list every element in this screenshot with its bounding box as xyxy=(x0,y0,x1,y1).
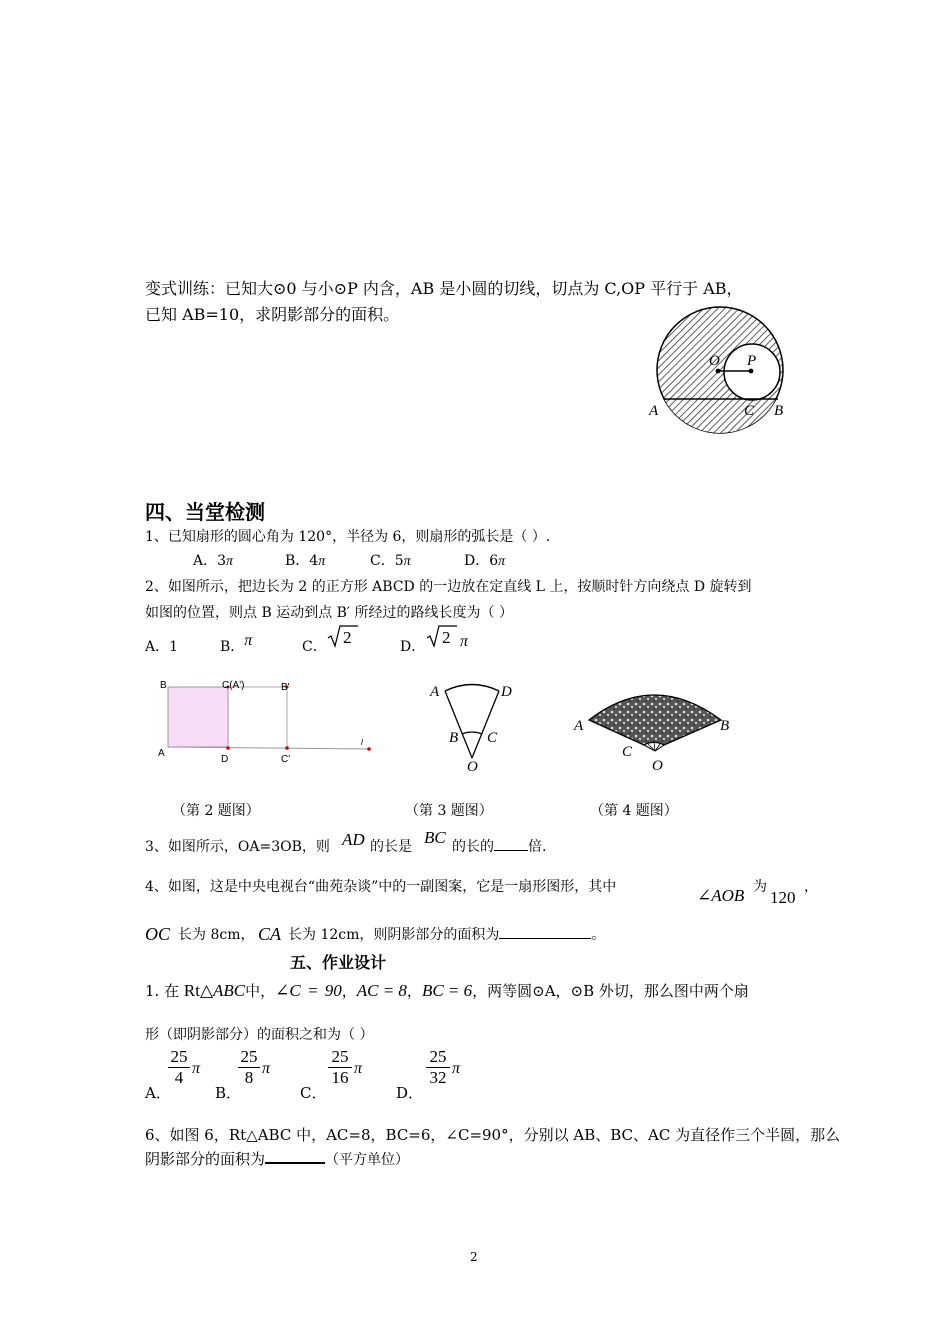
svg-text:2: 2 xyxy=(343,628,352,647)
caption-fig2: （第 2 题图） xyxy=(172,803,260,819)
q3-arc-bc: BC xyxy=(424,828,446,847)
s5-q1-option-b-pi: π xyxy=(262,1060,271,1077)
q4-line-1: 4、如图，这是中央电视台“曲苑杂谈”中的一副图案，它是一扇形图形，其中 xyxy=(145,879,617,895)
variant-line-2: 已知 AB=10，求阴影部分的面积。 xyxy=(145,305,400,324)
fig3-label-D: D xyxy=(501,684,512,700)
fig2-label-D: D xyxy=(221,754,229,765)
fig2-label-B: B xyxy=(160,680,167,691)
s5-q1-line-2: 形（即阴影部分）的面积之和为（ ） xyxy=(145,1027,374,1043)
s5-q1-option-c-pi: π xyxy=(354,1060,363,1077)
sqrt-sign-c xyxy=(327,624,359,648)
fig2-label-Bp: B' xyxy=(281,682,290,693)
q1-option-a: A．3π xyxy=(193,553,234,569)
label-P: P xyxy=(747,353,757,369)
s5-q1-option-d-pi: π xyxy=(452,1060,461,1077)
q2-option-c: C． xyxy=(302,639,327,655)
label-B: B xyxy=(774,403,784,419)
q4-angle: ∠AOB xyxy=(697,886,745,905)
fig4-label-B: B xyxy=(720,718,730,734)
section5-title: 五、作业设计 xyxy=(290,953,387,972)
svg-text:2: 2 xyxy=(442,628,451,647)
sqrt-sign-d xyxy=(426,624,458,648)
figure-4-fan xyxy=(570,678,740,778)
q4-wei: 为 xyxy=(753,879,767,895)
q4-oc: OC xyxy=(145,924,171,944)
s5-q1-option-a-pi: π xyxy=(192,1060,201,1077)
q4-value: 120 xyxy=(770,888,796,907)
square-abcd xyxy=(168,687,228,747)
q2-line-2: 如图的位置，则点 B 运动到点 B′ 所经过的路线长度为（ ） xyxy=(145,605,514,621)
fig3-label-B: B xyxy=(449,730,459,746)
q2-option-d: D． xyxy=(400,639,426,655)
fig4-label-C: C xyxy=(622,744,633,760)
figure-3-sector xyxy=(420,678,530,778)
s5-q6-line-2: 阴影部分的面积为 （平方单位） xyxy=(145,1150,410,1168)
q1-stem: 1、已知扇形的圆心角为 120°，半径为 6，则扇形的弧长是（ ）. xyxy=(145,529,551,545)
q1-option-c: C．5π xyxy=(370,553,411,569)
q4-ca: CA xyxy=(258,924,282,944)
q4-oc-text: 长为 8cm， xyxy=(178,927,255,943)
q4-ca-text: 长为 12cm，则阴影部分的面积为 。 xyxy=(288,924,605,944)
q4-comma: ， xyxy=(804,879,818,895)
s5-q1-option-b-fraction: 25 8 xyxy=(238,1048,260,1087)
q3-text-mid: 的长是 xyxy=(370,839,412,855)
fig2-label-A: A xyxy=(158,748,165,759)
q1-option-d: D．6π xyxy=(464,553,506,569)
s5-q1-option-a-label: A． xyxy=(145,1084,171,1102)
s5-q1-option-d-fraction: 25 32 xyxy=(426,1048,450,1087)
s5-q1-option-a-fraction: 25 4 xyxy=(168,1048,190,1087)
q2-option-a: A．1 xyxy=(145,639,179,655)
q3-text-pre: 3、如图所示，OA=3OB，则 xyxy=(145,839,330,855)
q1-option-b: B．4π xyxy=(285,553,326,569)
page-number: 2 xyxy=(470,1250,478,1264)
fig2-label-CA: C(A') xyxy=(222,680,245,691)
fig3-label-A: A xyxy=(430,684,440,700)
fig4-label-A: A xyxy=(574,718,584,734)
caption-fig3: （第 3 题图） xyxy=(405,803,493,819)
fig3-label-O: O xyxy=(467,759,478,775)
variant-line-1: 变式训练：已知大⊙0 与小⊙P 内含，AB 是小圆的切线，切点为 C,OP 平行于 AB， xyxy=(145,279,743,298)
s5-q6-line-1: 6、如图 6，Rt△ABC 中，AC=8，BC=6，∠C=90°，分别以 AB、BC、AC 为直径作三个半圆，那么 xyxy=(145,1126,841,1144)
s5-q1-option-b-label: B． xyxy=(215,1084,242,1102)
q3-arc-ad: AD xyxy=(342,830,365,849)
fig4-label-O: O xyxy=(652,758,663,774)
section4-title: 四、当堂检测 xyxy=(145,500,265,524)
q2-option-b: B．π xyxy=(220,632,253,655)
figure-2-squares xyxy=(155,676,385,771)
circle-figure xyxy=(640,315,800,445)
s5-q1-option-c-label: C． xyxy=(300,1084,327,1102)
q2-line-1: 2、如图所示，把边长为 2 的正方形 ABCD 的一边放在定直线 L 上，按顺时针方向绕点 D 旋转到 xyxy=(145,579,752,595)
s5-q1-option-d-label: D． xyxy=(396,1084,424,1102)
q2-d-pi: π xyxy=(460,633,469,650)
caption-fig4: （第 4 题图） xyxy=(590,803,678,819)
s5-q1-line-1: 1. 在 Rt△ABC中，∠C = 90，AC = 8，BC = 6，两等圆⊙A，⊙B 外切，那么图中两个扇 xyxy=(145,981,749,1000)
fig3-label-C: C xyxy=(487,730,498,746)
label-C: C xyxy=(744,403,755,419)
label-O: O xyxy=(709,353,720,369)
fig2-label-Cp: C' xyxy=(281,754,291,765)
q3-text-post: 的长的 倍. xyxy=(452,836,546,856)
fig2-label-l: l xyxy=(361,738,363,747)
s5-q1-option-c-fraction: 25 16 xyxy=(328,1048,352,1087)
label-A: A xyxy=(649,403,659,419)
